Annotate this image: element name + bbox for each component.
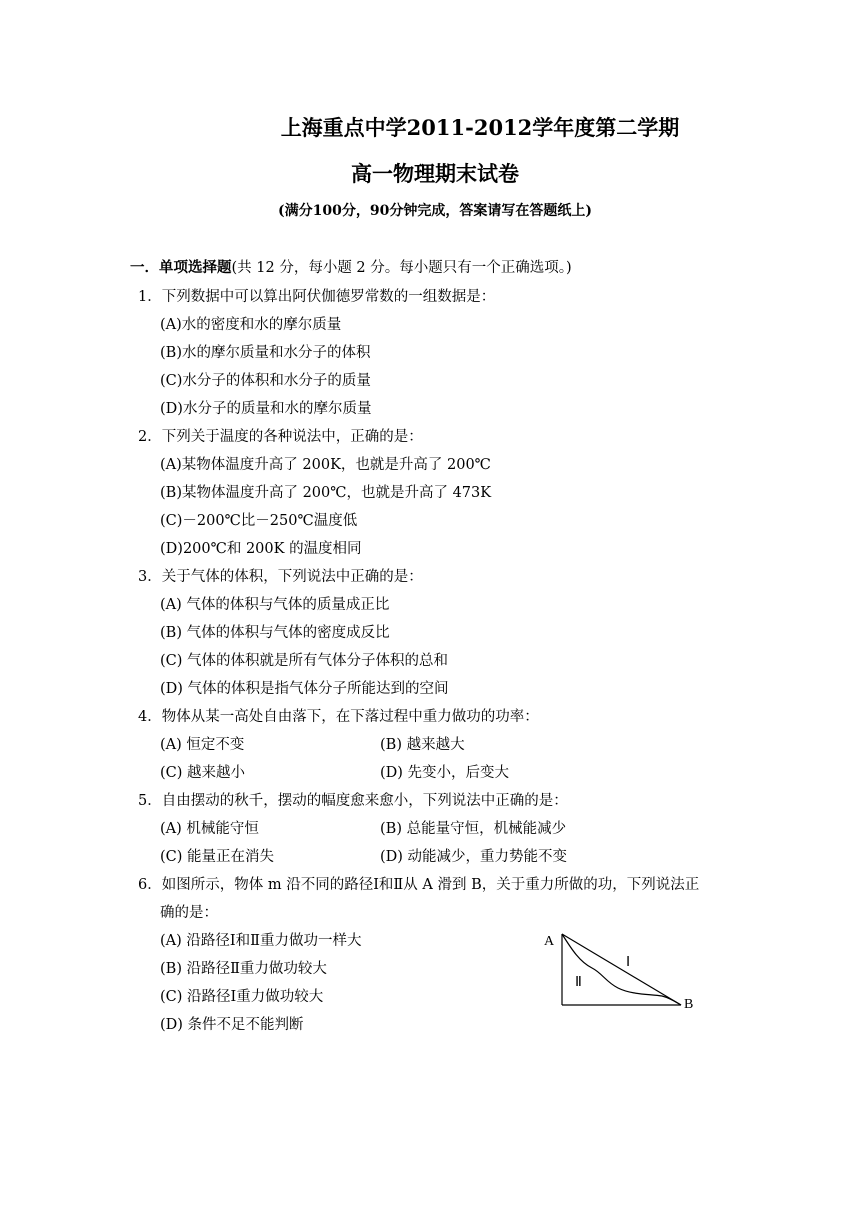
question-5: 5．自由摆动的秋千，摆动的幅度愈来愈小，下列说法中正确的是：	[138, 793, 568, 809]
question-2: 2．下列关于温度的各种说法中，正确的是：	[138, 429, 423, 445]
question-4-option-b: (B) 越来越大	[380, 737, 465, 753]
figure-label-path1: Ⅰ	[626, 955, 631, 970]
question-1-option-a: (A)水的密度和水的摩尔质量	[160, 317, 342, 333]
incline-figure	[540, 928, 700, 1018]
question-2-option-b: (B)某物体温度升高了 200℃，也就是升高了 473K	[160, 485, 492, 501]
figure-label-a: A	[544, 934, 555, 949]
question-5-option-c: (C) 能量正在消失	[160, 849, 275, 865]
section-heading	[130, 256, 572, 277]
question-3-option-c: (C) 气体的体积就是所有气体分子体积的总和	[160, 653, 449, 669]
question-3: 3．关于气体的体积，下列说法中正确的是：	[138, 569, 423, 585]
section-label: 一．单项选择题	[130, 259, 232, 276]
question-4-option-c: (C) 越来越小	[160, 765, 246, 781]
question-3-option-b: (B) 气体的体积与气体的密度成反比	[160, 625, 390, 641]
question-6-continuation: 确的是：	[160, 905, 218, 921]
question-2-option-d: (D)200℃和 200K 的温度相同	[160, 541, 362, 557]
exam-subtitle: 高一物理期末试卷	[351, 161, 519, 186]
exam-note: (满分100分，90分钟完成，答案请写在答题纸上)	[278, 203, 592, 219]
figure-label-path2: Ⅱ	[575, 975, 582, 990]
question-6-option-b: (B) 沿路径Ⅱ重力做功较大	[160, 961, 327, 977]
exam-title: 上海重点中学2011-2012学年度第二学期	[280, 115, 680, 140]
question-4-option-a: (A) 恒定不变	[160, 737, 245, 753]
question-5-option-a: (A) 机械能守恒	[160, 821, 259, 837]
question-3-option-d: (D) 气体的体积是指气体分子所能达到的空间	[160, 681, 449, 697]
question-6: 6．如图所示，物体 m 沿不同的路径Ⅰ和Ⅱ从 A 滑到 B，关于重力所做的功，下列说法正	[138, 877, 700, 893]
question-6-option-a: (A) 沿路径Ⅰ和Ⅱ重力做功一样大	[160, 933, 362, 949]
question-1: 1．下列数据中可以算出阿伏伽德罗常数的一组数据是：	[138, 289, 496, 305]
question-1-option-d: (D)水分子的质量和水的摩尔质量	[160, 401, 372, 417]
section-description: (共 12 分，每小题 2 分。每小题只有一个正确选项。)	[231, 260, 572, 276]
figure-path-1	[562, 934, 681, 1005]
question-5-option-b: (B) 总能量守恒，机械能减少	[380, 821, 567, 837]
figure-label-b: B	[684, 997, 694, 1012]
question-1-option-c: (C)水分子的体积和水分子的质量	[160, 373, 371, 389]
question-4: 4．物体从某一高处自由落下，在下落过程中重力做功的功率：	[138, 709, 539, 725]
question-2-option-c: (C)－200℃比－250℃温度低	[160, 513, 358, 529]
question-4-option-d: (D) 先变小，后变大	[380, 765, 510, 781]
question-6-option-c: (C) 沿路径Ⅰ重力做功较大	[160, 989, 324, 1005]
question-6-option-d: (D) 条件不足不能判断	[160, 1017, 304, 1033]
question-5-option-d: (D) 动能减少，重力势能不变	[380, 849, 568, 865]
question-1-option-b: (B)水的摩尔质量和水分子的体积	[160, 345, 371, 361]
question-2-option-a: (A)某物体温度升高了 200K，也就是升高了 200℃	[160, 457, 491, 473]
question-3-option-a: (A) 气体的体积与气体的质量成正比	[160, 597, 390, 613]
